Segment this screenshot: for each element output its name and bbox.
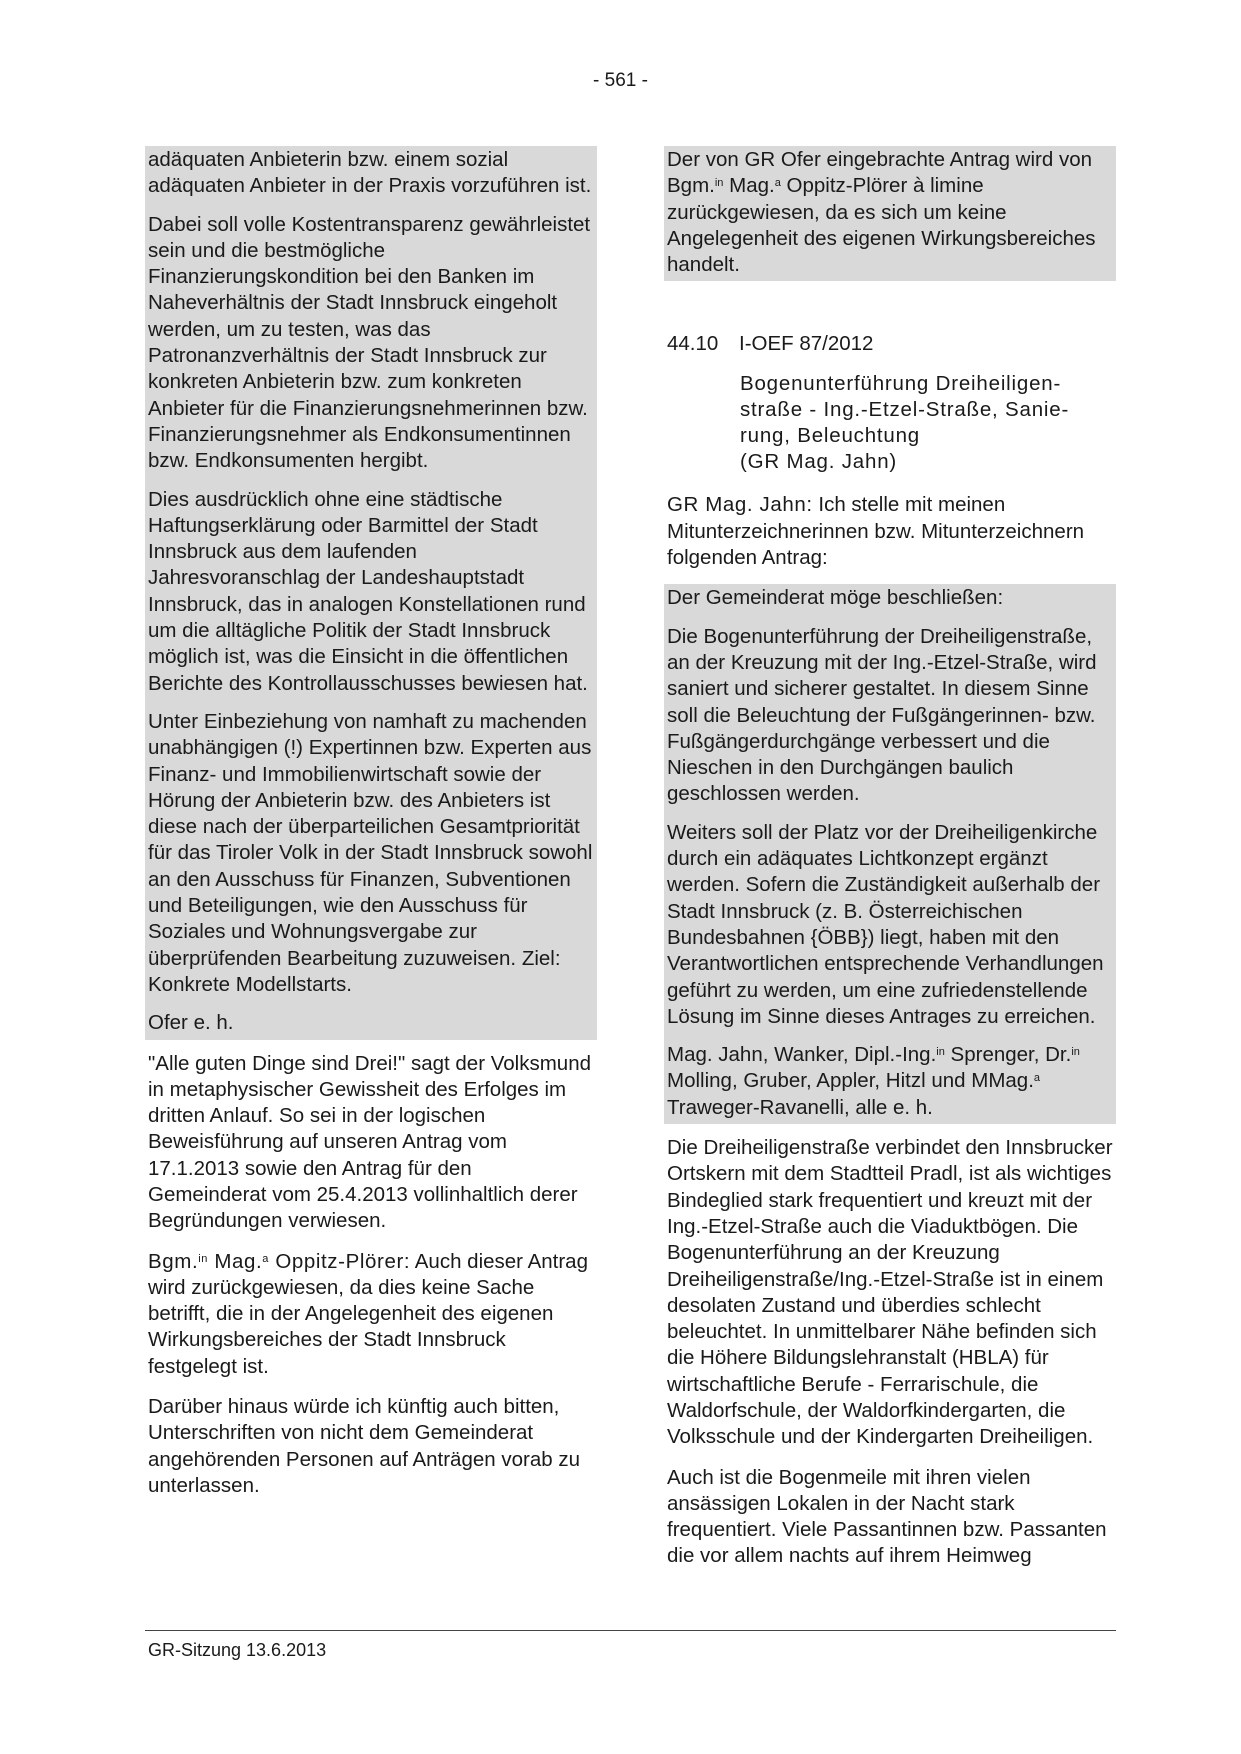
justification-paragraph: Auch ist die Bogenmeile mit ihren vielen ansässigen Lokalen in der Nacht stark frequentiert. Viele Passantinnen bzw. Passanten die vor allem nachts auf ihrem Heimweg [667,1465,1107,1568]
speaker-jahn [664,491,1116,572]
speaker-name: GR Mag. Jahn: [667,493,813,517]
page-number: - 561 - [593,70,648,91]
justification-paragraph: Die Dreiheiligenstraße verbindet den Innsbrucker Ortskern mit dem Stadtteil Pradl, ist als wichtiges Bindeglied stark frequentiert und kreuzt mit der Ing.-Etzel-Straße auch die Viaduktbögen. Die Bogenunterführung an der Kreuzung Dreiheiligenstraße/Ing.-Etzel-Straße ist in einem desolaten Zustand und überdies schlecht beleuchtet. In unmittelbarer Nähe befinden sich die Höhere Bildungslehranstalt (HBLA) für wirtschaftliche Berufe - Ferrarischule, die Waldorfschule, der Waldorfkindergarten, die Volksschule und der Kindergarten Dreiheiligen. [667,1136,1113,1449]
decision-box: Der von GR Ofer eingebrachte Antrag wird von Bgm.$^{in}$ Mag.$^a$ Oppitz-Plörer à limine zurückgewiesen, da es sich um keine Angelegenheit des eigenen Wirkungsbereiches handelt. [664,146,1116,281]
speech-text: Ich stelle mit meinen Mitunterzeichnerinnen bzw. Mitunterzeichnern folgenden Antrag: [667,493,1085,570]
item-number: 44.10 [667,332,719,356]
paragraph-drei: "Alle guten Dinge sind Drei!" sagt der Volksmund in metaphysischer Gewissheit des Erfolges im dritten Anlauf. So sei in der logischen Beweisführung auf unseren Antrag vom 17.1.2013 sowie den Antrag für den Gemeinderat vom 25.4.2013 vollinhaltlich derer Begründungen verwiesen. [148,1051,592,1233]
mayor-speech [145,1248,597,1381]
motion-box-jahn [664,584,1116,1124]
speaker-name: Bgm.$^{in}$ Mag.$^a$ Oppitz-Plörer: [148,1249,411,1273]
left-column [145,146,597,1512]
footer-session: GR-Sitzung 13.6.2013 [148,1640,327,1660]
item-title: Bogenunterführung Dreiheiligen- straße - Ing.-Etzel-Straße, Sanie- rung, Beleuchtung (GR Mag. Jahn) [740,372,1070,474]
motion-paragraph: adäquaten Anbieterin bzw. einem sozial adäquaten Anbieter in der Praxis vorzuführen ist. [145,146,597,211]
motion-paragraph: Unter Einbeziehung von namhaft zu machenden unabhängigen (!) Expertinnen bzw. Experten aus Finanz- und Immobilienwirtschaft sowie der Hörung der Anbieterin bzw. des Anbieters ist diese nach der überparteilichen Gesamtpriorität für das Tiroler Volk in der Stadt Innsbruck sowohl an den Ausschuss für Finanzen, Subventionen und Beteiligungen, wie den Ausschuss für Soziales und Wohnungsvergabe zur überprüfenden Bearbeitung zuzuweisen. Ziel: Konkrete Modellstarts. [145,708,597,1009]
item-code: I-OEF 87/2012 [739,332,874,356]
motion-paragraph: Dies ausdrücklich ohne eine städtische Haftungserklärung oder Barmittel der Stadt Innsbruck aus dem laufenden Jahresvoranschlag der Landeshauptstadt Innsbruck, das in analogen Konstellationen rund um die alltägliche Politik der Stadt Innsbruck möglich ist, was die Einsicht in die öffentlichen Berichte des Kontrollausschusses bewiesen hat. [145,486,597,708]
right-column [664,146,1116,1583]
motion-signature: Ofer e. h. [145,1009,597,1039]
footer-divider [145,1630,1116,1631]
speech-text: Auch dieser Antrag wird zurückgewiesen, da dies keine Sache betrifft, die in der Angelegenheit des eigenen Wirkungsbereiches der Stadt Innsbruck festgelegt ist. [148,1249,588,1378]
motion-box-ofer [145,146,597,1040]
agenda-item-header [664,331,1116,357]
paragraph-darueber: Darüber hinaus würde ich künftig auch bitten, Unterschriften von nicht dem Gemeinderat angehörenden Personen auf Anträgen vorab zu unterlassen. [148,1395,580,1497]
motion-paragraph: Weiters soll der Platz vor der Dreiheiligenkirche durch ein adäquates Lichtkonzept ergänzt werden. Sofern die Zuständigkeit außerhalb der Stadt Innsbruck (z. B. Österreichischen Bundesbahnen {ÖBB}) liegt, haben mit den Verantwortlichen entsprechende Verhandlungen geführt zu werden, um eine zufriedenstellende Lösung im Sinne dieses Antrages zu erreichen. [664,819,1116,1041]
motion-paragraph: Dabei soll volle Kostentransparenz gewährleistet sein und die bestmögliche Finanzierungskondition bei den Banken im Naheverhältnis der Stadt Innsbruck eingeholt werden, um zu testen, was das Patronanzverhältnis der Stadt Innsbruck zur konkreten Anbieterin bzw. zum konkreten Anbieter für die Finanzierungsnehmerinnen bzw. Finanzierungsnehmer als Endkonsumentinnen bzw. Endkonsumenten hergibt. [145,211,597,486]
motion-paragraph: Die Bogenunterführung der Dreiheiligenstraße, an der Kreuzung mit der Ing.-Etzel-Straße, wird saniert und sicherer gestaltet. In diesem Sinne soll die Beleuchtung der Fußgängerinnen- bzw. Fußgängerdurchgänge verbessert und die Nieschen in den Durchgängen baulich geschlossen werden. [664,623,1116,819]
motion-intro: Der Gemeinderat möge beschließen: [664,584,1116,622]
motion-signatures: Mag. Jahn, Wanker, Dipl.-Ing.$^{in}$ Sprenger, Dr.$^{in}$ Molling, Gruber, Appler, Hitzl und MMag.$^a$ Traweger-Ravanelli, alle e. h. [664,1041,1116,1124]
